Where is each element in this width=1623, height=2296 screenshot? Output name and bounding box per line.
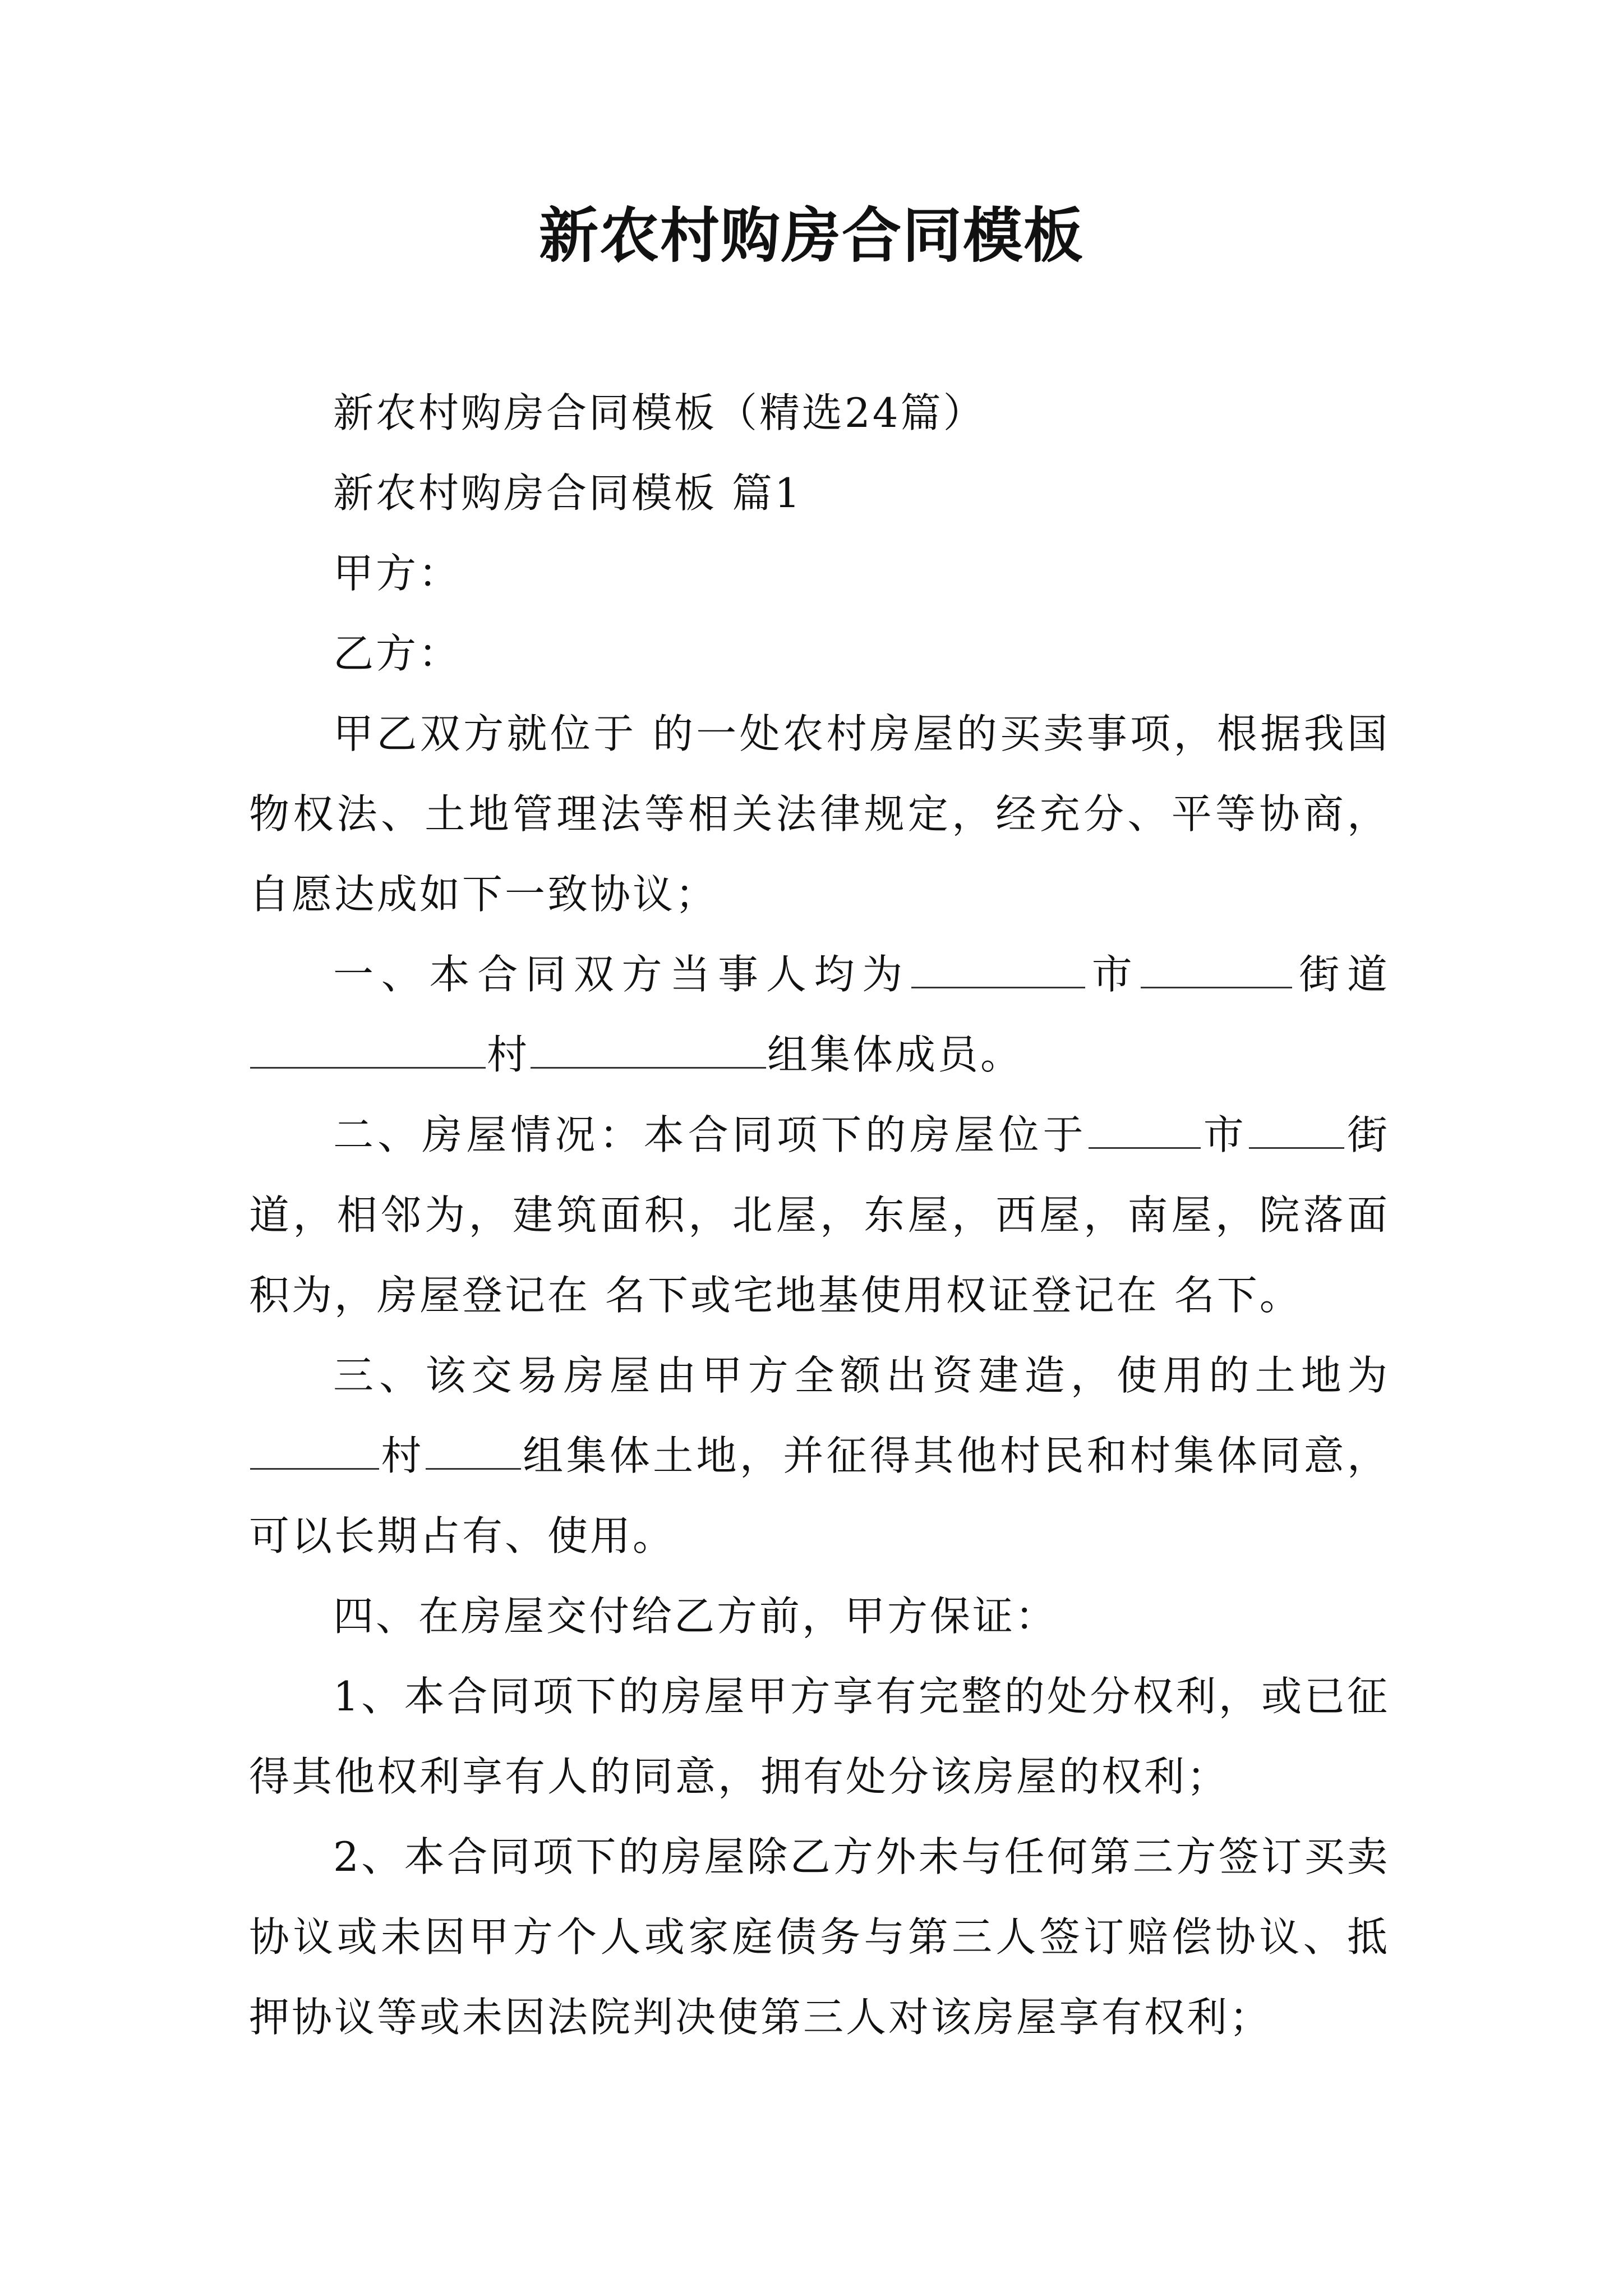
- clause-3: [249, 1336, 1390, 1576]
- clause-3-text-1: 村: [380, 1432, 425, 1479]
- clause-2-text-1: 市: [1201, 1111, 1248, 1158]
- document-body: [249, 373, 1390, 2058]
- blank-line: [911, 950, 1085, 988]
- blank-line: [1249, 1110, 1344, 1149]
- blank-line: [1141, 950, 1292, 988]
- blank-line: [1089, 1110, 1201, 1149]
- intro-paragraph: 甲乙双方就位于 的一处农村房屋的买卖事项，根据我国物权法、土地管理法等相关法律规定，经充分、平等协商，自愿达成如下一致协议；: [249, 710, 1390, 918]
- clause-1-text-2: 街道: [1293, 951, 1390, 998]
- blank-line: [250, 1431, 379, 1470]
- clause-2-text-2: 街道，相邻为，建筑面积，北屋，东屋，西屋，南屋，院落面积为，房屋登记在 名下或宅地基使用权证登记在 名下。: [249, 1111, 1390, 1319]
- clause-1-text-4: 组集体成员。: [767, 1031, 1023, 1078]
- clause-4: 四、在房屋交付给乙方前，甲方保证：: [333, 1593, 1058, 1640]
- clause-3-prefix: 三、该交易房屋由甲方全额出资建造，使用的土地为: [333, 1352, 1390, 1399]
- clause-2: [249, 1095, 1390, 1336]
- clause-1-text-1: 市: [1086, 951, 1140, 998]
- blank-line: [426, 1431, 521, 1470]
- clause-2-prefix: 二、房屋情况：本合同项下的房屋位于: [333, 1111, 1087, 1158]
- clause-4-item-2: 2、本合同项下的房屋除乙方外未与任何第三方签订买卖协议或未因甲方个人或家庭债务与第三人签订赔偿协议、抵押协议等或未因法院判决使第三人对该房屋享有权利；: [249, 1833, 1390, 2041]
- clause-4-item-1: 1、本合同项下的房屋甲方享有完整的处分权利，或已征得其他权利享有人的同意，拥有处分该房屋的权利；: [249, 1673, 1390, 1800]
- section-heading: 新农村购房合同模板 篇1: [333, 470, 803, 517]
- party-b-label: 乙方：: [333, 630, 462, 677]
- blank-line: [531, 1030, 766, 1069]
- clause-1: [249, 935, 1390, 1095]
- clause-1-text-3: 村: [487, 1031, 530, 1078]
- clause-3-text-2: 组集体土地，并征得其他村民和村集体同意，可以长期占有、使用。: [249, 1432, 1390, 1559]
- subtitle: 新农村购房合同模板（精选24篇）: [333, 389, 986, 436]
- clause-1-prefix: 一、本合同双方当事人均为: [333, 951, 910, 998]
- document-title: 新农村购房合同模板: [539, 200, 1084, 270]
- blank-line: [250, 1030, 486, 1069]
- party-a-label: 甲方：: [333, 550, 462, 597]
